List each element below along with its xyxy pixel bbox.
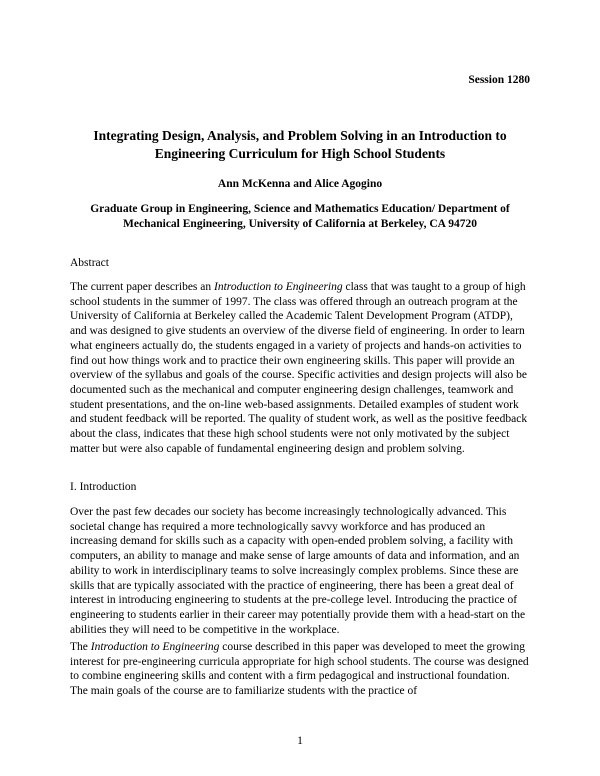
introduction-heading: I. Introduction <box>70 481 137 493</box>
abstract-paragraph <box>70 280 530 456</box>
authors: Ann McKenna and Alice Agogino <box>217 178 383 190</box>
affiliation <box>70 202 530 232</box>
session-label: Session 1280 <box>468 74 530 86</box>
introduction-paragraph-1: Over the past few decades our society has become increasingly technologically advanced. This societal change has required a more technologically savvy workforce and has produced an increasing demand for skills such as a capacity with open-ended problem solving, a facility with computers, an ability to manage and make sense of large amounts of data and information, and an ability to work in interdisciplinary teams to solve increasingly complex problems. Since these are skills that are typically associated with the practice of engineering, there has been a great deal of interest in introducing engineering to students at the pre-college level. Introducing the practice of engineering to students earlier in their career may potentially provide them with a head-start on the abilities they will need to be competitive in the workplace. <box>70 506 526 636</box>
title-line-2: Engineering Curriculum for High School Students <box>154 146 446 161</box>
abstract-text-start: The current paper describes an <box>70 281 214 293</box>
introduction-paragraph-2 <box>70 640 530 699</box>
title-line-1: Integrating Design, Analysis, and Problem Solving in an Introduction to <box>93 128 507 143</box>
course-name-emphasis-2: Introduction to Engineering <box>90 641 220 653</box>
page-number: 1 <box>297 735 303 747</box>
paper-title <box>70 127 530 163</box>
abstract-text-rest: class that was taught to a group of high school students in the summer of 1997. The class was offered through an outreach program at the University of California at Berkeley called the Academic Talent Development Program (ATDP), and was designed to give students an overview of the diverse field of engineering. In order to learn what engineers actually do, the students engaged in a variety of projects and hands-on activities to find out how things work and to practice their own engineering skills. This paper will provide an overview of the syllabus and goals of the course. Specific activities and design projects will also be documented such as the mechanical and computer engineering design challenges, teamwork and student presentations, and the on-line web-based assignments. Detailed examples of student work and student feedback will be reported. The quality of student work, as well as the positive feedback about the class, indicates that these high school students were not only motivated by the subject matter but were also capable of fundamental engineering design and problem solving. <box>70 281 528 455</box>
abstract-heading: Abstract <box>70 257 109 269</box>
intro-p2-rest: course described in this paper was developed to meet the growing interest for pre-engineering curricula appropriate for high school students. The course was designed to combine engineering skills and content with a firm pedagogical and instructional foundation. The main goals of the course are to familiarize students with the practice of <box>70 641 529 698</box>
affiliation-line-1: Graduate Group in Engineering, Science and Mathematics Education/ Department of <box>90 203 510 215</box>
course-name-emphasis: Introduction to Engineering <box>214 281 343 293</box>
affiliation-line-2: Mechanical Engineering, University of California at Berkeley, CA 94720 <box>123 218 477 230</box>
intro-p2-start: The <box>70 641 91 653</box>
